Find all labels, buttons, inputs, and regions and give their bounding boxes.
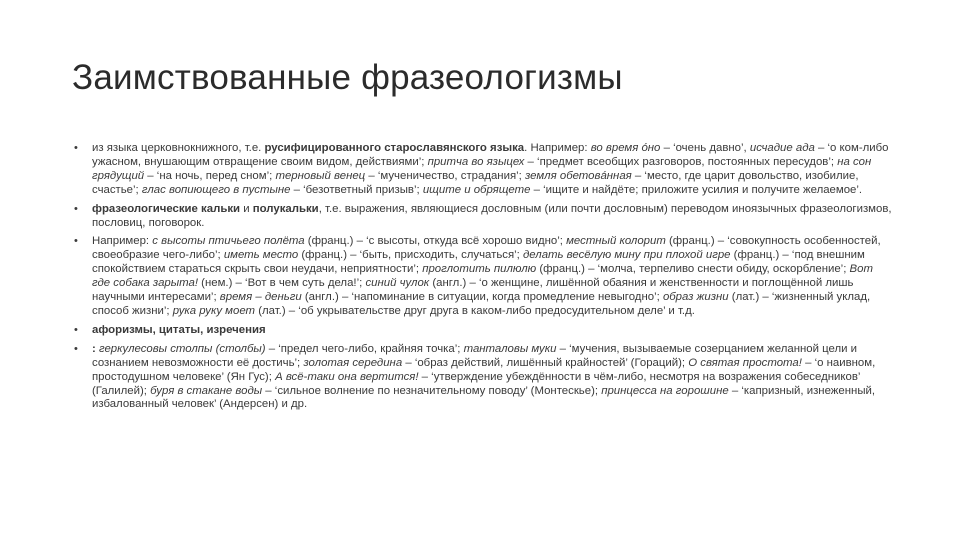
body-text: – ‘мучения, вызываемые созерцанием желанной цели и сознанием невозможности её достичь’; (92, 342, 858, 369)
bullet-item (72, 203, 892, 231)
italic-text: притча во языцех (427, 155, 525, 168)
body-text: – ‘мученичество, страдания’; (365, 169, 525, 182)
body-text: (франц.) – ‘под внешним спокойствием стараться скрыть свои неудачи, неприятности’; (92, 249, 865, 276)
italic-text: время – деньги (219, 291, 302, 304)
bold-text: афоризмы, цитаты, изречения (92, 323, 266, 336)
italic-text: золотая середина (303, 356, 403, 369)
italic-text: О святая простота! (688, 356, 802, 369)
italic-text: с высоты птичьего полёта (152, 235, 305, 248)
bold-text: : (92, 342, 99, 355)
italic-text: буря в стакане воды (150, 384, 263, 397)
italic-text: Вот где собака зарыта! (92, 263, 873, 290)
body-text: (англ.) – ‘напоминание в ситуации, когда промедление невыгодно’; (301, 291, 663, 304)
body-text: – ‘образ действий, лишённый крайностей’ (Гораций); (402, 356, 689, 369)
body-text: – ‘безответный призыв’; (290, 183, 423, 196)
body-text: – ‘предел чего-либо, крайняя точка’; (265, 342, 464, 355)
body-text: – ‘о наивном, простодушном человеке’ (Ян Гус); (92, 356, 876, 383)
body-text: Например: (92, 235, 153, 248)
italic-text: земля обетовáнная (525, 169, 632, 182)
italic-text: геркулесовы столпы (столбы) (98, 342, 266, 355)
bullet-item (72, 343, 892, 413)
bullet-marker: • (74, 142, 78, 154)
body-text: – ‘капризный, изнеженный, избалованный человек’ (Андерсен) и др. (92, 384, 876, 411)
italic-text: проглотить пилюлю (422, 263, 537, 276)
body-text: (лат.) – ‘об укрывательстве друг друга в каком-либо предосудительном деле’ и т.д. (255, 304, 695, 317)
italic-text: на сон грядущий (92, 155, 872, 182)
bullet-item (72, 324, 892, 338)
italic-text: во время óно (590, 142, 661, 154)
bullet-marker: • (74, 342, 78, 355)
body-text: – ‘утверждение убеждённости в чём-либо, несмотря на возражения собеседников’ (Галилей); (92, 370, 860, 397)
italic-text: местный колорит (566, 235, 666, 248)
italic-text: синий чулок (365, 277, 430, 290)
body-text: , т.е. выражения, являющиеся дословным (или почти дословным) переводом иноязычных фразеологизмов, пословиц, поговорок. (92, 202, 892, 229)
body-text: (франц.) – ‘быть, присходить, случаться’; (298, 249, 524, 262)
slide-title: Заимствованные фразеологизмы (72, 58, 623, 97)
body-text: (лат.) – ‘жизненный уклад, способ жизни’; (92, 291, 871, 317)
body-text: – ‘о ком-либо ужасном, внушающим отвращение своим видом, действиями’; (92, 142, 889, 168)
italic-text: иметь место (223, 249, 299, 262)
body-text: – ‘предмет всеобщих разговоров, постоянных пересудов’; (524, 155, 838, 168)
body-text: (франц.) – ‘молча, терпеливо снести обиду, оскорбление’; (536, 263, 850, 276)
bullet-marker: • (74, 235, 78, 248)
bullet-item (72, 142, 892, 198)
italic-text: А всё-таки она вертится! (275, 370, 419, 383)
italic-text: исчадие ада (749, 142, 815, 154)
body-text: – ‘очень давно’, (660, 142, 750, 154)
bullet-item (72, 235, 892, 318)
bullet-marker: • (74, 202, 78, 215)
body-text: – ‘сильное волнение по незначительному поводу’ (Монтескье); (262, 384, 602, 397)
italic-text: образ жизни (662, 291, 729, 304)
body-text: из языка церковнокнижного, т.е. (92, 142, 265, 154)
italic-text: делать весёлую мину при плохой игре (523, 249, 731, 262)
bold-text: фразеологические кальки (92, 202, 241, 215)
body-text: – ‘ищите и найдёте; приложите усилия и получите желаемое’. (530, 183, 863, 196)
body-text: (франц.) – ‘с высоты, откуда всё хорошо видно’; (304, 235, 567, 248)
body-text: (нем.) – ‘Вот в чем суть дела!’; (198, 277, 366, 290)
body-text: – ‘место, где царит довольство, изобилие, счастье’; (92, 169, 859, 196)
italic-text: танталовы муки (463, 342, 557, 355)
bold-text: русифицированного старославянского языка (264, 142, 525, 154)
italic-text: ищите и обрящете (422, 183, 531, 196)
italic-text: глас вопиющего в пустыне (141, 183, 291, 196)
body-text: – ‘на ночь, перед сном’; (144, 169, 276, 182)
bullet-marker: • (74, 323, 78, 336)
bold-text: полукальки (252, 202, 319, 215)
body-text: . Например: (524, 142, 591, 154)
italic-text: принцесса на горошине (601, 384, 729, 397)
body-text: (англ.) – ‘о женщине, лишённой обаяния и женственности и поглощённой лишь научными интересами’; (92, 277, 854, 304)
italic-text: терновый венец (275, 169, 366, 182)
body-text: (франц.) – ‘совокупность особенностей, своеобразие чего-либо’; (92, 235, 881, 262)
bullet-list (72, 142, 892, 417)
body-text: и (240, 202, 253, 215)
italic-text: рука руку моет (172, 304, 256, 317)
